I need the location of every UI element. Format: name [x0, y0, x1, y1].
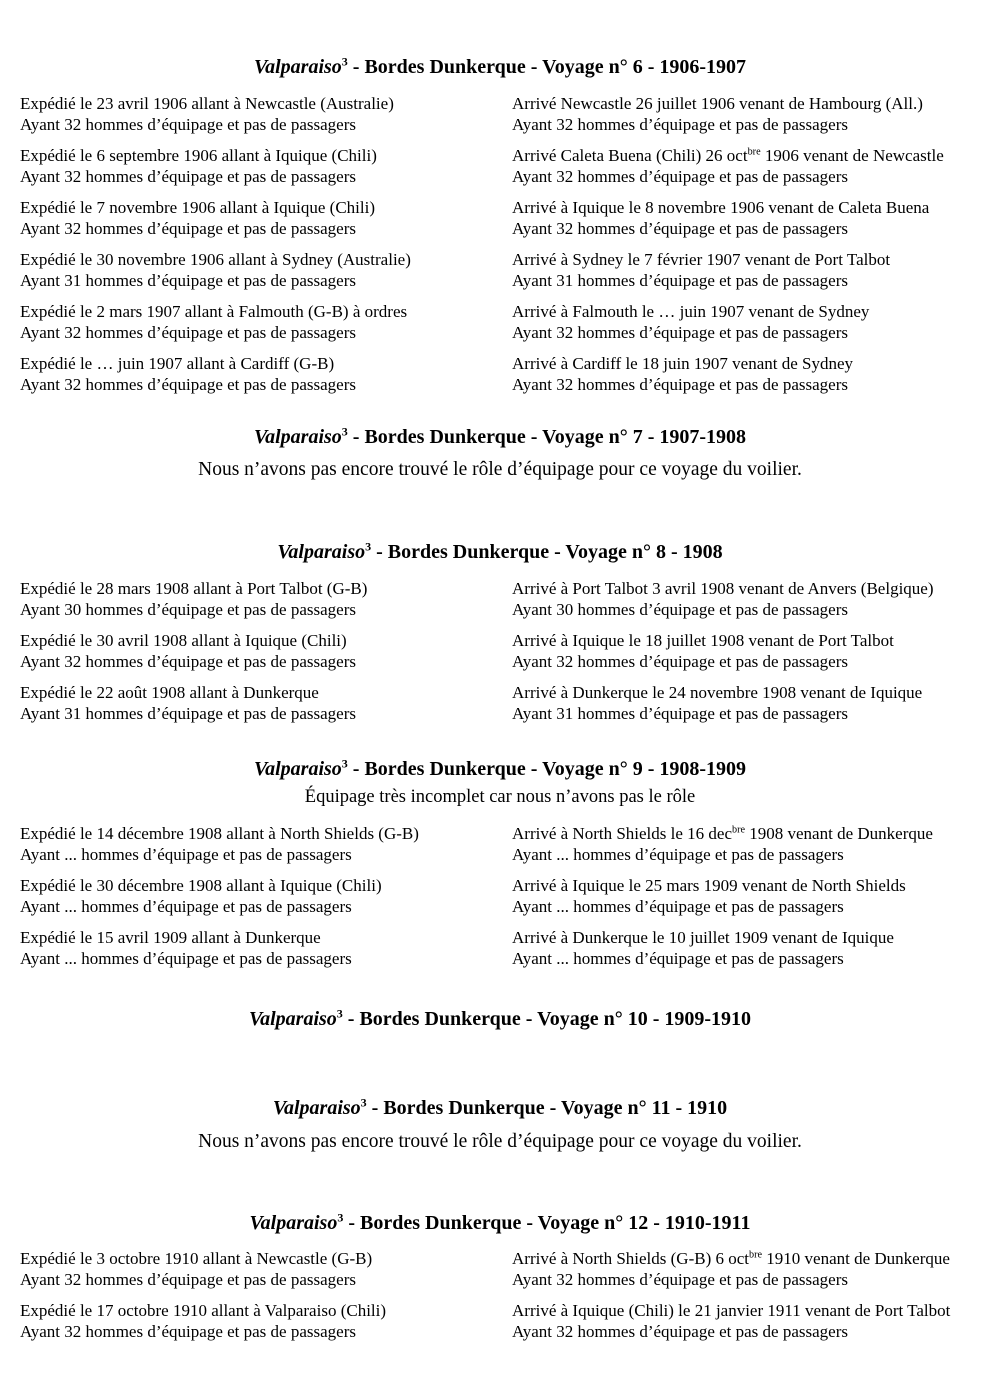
arrival-cell [512, 578, 980, 620]
section-title-text: - Bordes Dunkerque - Voyage n° 10 - 1909-1910 [342, 1008, 752, 1030]
section-title-text: - Bordes Dunkerque - Voyage n° 12 - 1910-1911 [343, 1212, 751, 1234]
arrival-line: Arrivé à Dunkerque le 24 novembre 1908 venant de Iquique [512, 683, 923, 702]
voyage-row [20, 1300, 980, 1342]
ship-name: Valparaiso [249, 1212, 338, 1234]
voyage-row [20, 145, 980, 187]
crew-line: Ayant 30 hommes d’équipage et pas de passagers [20, 600, 356, 619]
crew-line: Ayant 32 hommes d’équipage et pas de passagers [20, 219, 356, 238]
voyage-row [20, 682, 980, 724]
ship-footnote-marker: 3 [337, 1210, 344, 1225]
departure-line: Expédié le 2 mars 1907 allant à Falmouth (G-B) à ordres [20, 302, 408, 321]
arrival-cell [512, 630, 980, 672]
departure-cell [20, 1248, 512, 1290]
crew-line: Ayant 31 hommes d’équipage et pas de passagers [20, 271, 356, 290]
voyage-row [20, 197, 980, 239]
arrival-cell [512, 249, 980, 291]
section-title-text: - Bordes Dunkerque - Voyage n° 8 - 1908 [371, 541, 723, 563]
voyage-row [20, 823, 980, 865]
departure-line: Expédié le 14 décembre 1908 allant à North Shields (G-B) [20, 824, 419, 843]
departure-line: Expédié le 3 octobre 1910 allant à Newcastle (G-B) [20, 1249, 373, 1268]
voyage-11-section [20, 1096, 980, 1154]
voyage-row [20, 93, 980, 135]
crew-line: Ayant ... hommes d’équipage et pas de passagers [512, 845, 844, 864]
departure-cell [20, 145, 512, 187]
crew-line: Ayant ... hommes d’équipage et pas de passagers [20, 897, 352, 916]
voyage-rows [20, 823, 980, 969]
section-title-text: - Bordes Dunkerque - Voyage n° 7 - 1907-1908 [347, 426, 747, 448]
voyage-row [20, 927, 980, 969]
section-title [20, 1211, 980, 1235]
crew-line: Ayant 32 hommes d’équipage et pas de passagers [20, 652, 356, 671]
crew-line: Ayant 32 hommes d’équipage et pas de passagers [20, 115, 356, 134]
section-title-text: - Bordes Dunkerque - Voyage n° 6 - 1906-1907 [347, 56, 747, 78]
arrival-line: Arrivé Caleta Buena (Chili) 26 oct$^{bre}$ 1906 venant de Newcastle [512, 146, 944, 165]
crew-line: Ayant ... hommes d’équipage et pas de passagers [512, 949, 844, 968]
ship-name: Valparaiso [248, 1008, 337, 1030]
arrival-cell [512, 927, 980, 969]
arrival-cell [512, 197, 980, 239]
ship-name: Valparaiso [253, 426, 342, 448]
crew-line: Ayant 32 hommes d’équipage et pas de passagers [512, 323, 848, 342]
crew-line: Ayant 32 hommes d’équipage et pas de passagers [512, 115, 848, 134]
ship-name: Valparaiso [253, 758, 342, 780]
arrival-cell [512, 353, 980, 395]
section-title-text: - Bordes Dunkerque - Voyage n° 11 - 1910 [366, 1097, 728, 1119]
ship-footnote-marker: 3 [341, 424, 348, 439]
crew-line: Ayant 31 hommes d’équipage et pas de passagers [512, 271, 848, 290]
voyage-10-section [20, 1007, 980, 1031]
departure-line: Expédié le 22 août 1908 allant à Dunkerque [20, 683, 319, 702]
departure-line: Expédié le 7 novembre 1906 allant à Iquique (Chili) [20, 198, 376, 217]
voyage-rows [20, 578, 980, 724]
section-title [20, 1096, 980, 1120]
section-title [20, 425, 980, 449]
arrival-line: Arrivé à Dunkerque le 10 juillet 1909 venant de Iquique [512, 928, 894, 947]
section-title [20, 540, 980, 564]
departure-line: Expédié le 6 septembre 1906 allant à Iquique (Chili) [20, 146, 377, 165]
arrival-line: Arrivé à Port Talbot 3 avril 1908 venant de Anvers (Belgique) [512, 579, 934, 598]
note-text: Nous n’avons pas encore trouvé le rôle d’équipage pour ce voyage du voilier. [198, 459, 802, 480]
voyage-row [20, 249, 980, 291]
ship-name: Valparaiso [253, 56, 342, 78]
arrival-cell [512, 682, 980, 724]
arrival-cell [512, 1248, 980, 1290]
ship-name: Valparaiso [277, 541, 366, 563]
note-text: Nous n’avons pas encore trouvé le rôle d’équipage pour ce voyage du voilier. [198, 1131, 802, 1152]
section-title [20, 757, 980, 781]
ship-footnote-marker: 3 [360, 1095, 367, 1110]
section-title [20, 1007, 980, 1031]
arrival-cell [512, 1300, 980, 1342]
arrival-cell [512, 823, 980, 865]
departure-cell [20, 197, 512, 239]
arrival-cell [512, 145, 980, 187]
departure-cell [20, 353, 512, 395]
crew-line: Ayant 32 hommes d’équipage et pas de passagers [20, 375, 356, 394]
crew-line: Ayant 32 hommes d’équipage et pas de passagers [512, 652, 848, 671]
crew-line: Ayant 31 hommes d’équipage et pas de passagers [512, 704, 848, 723]
departure-cell [20, 630, 512, 672]
crew-line: Ayant 32 hommes d’équipage et pas de passagers [20, 1270, 356, 1289]
crew-line: Ayant 31 hommes d’équipage et pas de passagers [20, 704, 356, 723]
departure-cell [20, 875, 512, 917]
arrival-line: Arrivé à North Shields (G-B) 6 oct$^{bre}$ 1910 venant de Dunkerque [512, 1249, 950, 1268]
ship-footnote-marker: 3 [336, 1006, 343, 1021]
crew-line: Ayant ... hommes d’équipage et pas de passagers [20, 949, 352, 968]
crew-line: Ayant 32 hommes d’équipage et pas de passagers [512, 1322, 848, 1341]
departure-line: Expédié le 30 avril 1908 allant à Iquique (Chili) [20, 631, 347, 650]
section-title-text: - Bordes Dunkerque - Voyage n° 9 - 1908-1909 [347, 758, 747, 780]
voyage-7-section [20, 425, 980, 482]
voyage-9-section [20, 757, 980, 969]
voyage-row [20, 630, 980, 672]
arrival-line: Arrivé à Falmouth le … juin 1907 venant de Sydney [512, 302, 870, 321]
departure-cell [20, 927, 512, 969]
crew-line: Ayant 30 hommes d’équipage et pas de passagers [512, 600, 848, 619]
voyage-row [20, 353, 980, 395]
departure-cell [20, 682, 512, 724]
arrival-line: Arrivé à Iquique (Chili) le 21 janvier 1911 venant de Port Talbot [512, 1301, 951, 1320]
arrival-line: Arrivé à Iquique le 25 mars 1909 venant de North Shields [512, 876, 906, 895]
voyage-6-section [20, 55, 980, 395]
voyage-rows [20, 1248, 980, 1342]
departure-line: Expédié le 23 avril 1906 allant à Newcastle (Australie) [20, 94, 394, 113]
crew-line: Ayant 32 hommes d’équipage et pas de passagers [512, 375, 848, 394]
crew-line: Ayant 32 hommes d’équipage et pas de passagers [20, 323, 356, 342]
departure-cell [20, 1300, 512, 1342]
departure-line: Expédié le 30 novembre 1906 allant à Sydney (Australie) [20, 250, 411, 269]
section-title [20, 55, 980, 79]
voyage-row [20, 301, 980, 343]
departure-line: Expédié le 15 avril 1909 allant à Dunkerque [20, 928, 321, 947]
arrival-cell [512, 301, 980, 343]
voyage-rows [20, 93, 980, 395]
departure-line: Expédié le 17 octobre 1910 allant à Valparaiso (Chili) [20, 1301, 387, 1320]
departure-line: Expédié le … juin 1907 allant à Cardiff (G-B) [20, 354, 335, 373]
voyage-row [20, 578, 980, 620]
voyage-12-section [20, 1211, 980, 1342]
crew-line: Ayant 32 hommes d’équipage et pas de passagers [512, 167, 848, 186]
departure-cell [20, 578, 512, 620]
departure-cell [20, 249, 512, 291]
ship-name: Valparaiso [272, 1097, 361, 1119]
departure-cell [20, 93, 512, 135]
arrival-line: Arrivé à Iquique le 18 juillet 1908 venant de Port Talbot [512, 631, 894, 650]
departure-line: Expédié le 28 mars 1908 allant à Port Talbot (G-B) [20, 579, 368, 598]
departure-line: Expédié le 30 décembre 1908 allant à Iquique (Chili) [20, 876, 382, 895]
crew-line: Ayant 32 hommes d’équipage et pas de passagers [20, 1322, 356, 1341]
arrival-cell [512, 875, 980, 917]
ship-footnote-marker: 3 [341, 756, 348, 771]
voyage-8-section [20, 540, 980, 724]
departure-cell [20, 823, 512, 865]
crew-line: Ayant ... hommes d’équipage et pas de passagers [20, 845, 352, 864]
section-subtitle: Équipage très incomplet car nous n’avons pas le rôle [304, 787, 696, 807]
crew-line: Ayant 32 hommes d’équipage et pas de passagers [20, 167, 356, 186]
arrival-line: Arrivé à Sydney le 7 février 1907 venant de Port Talbot [512, 250, 891, 269]
crew-line: Ayant ... hommes d’équipage et pas de passagers [512, 897, 844, 916]
arrival-line: Arrivé Newcastle 26 juillet 1906 venant de Hambourg (All.) [512, 94, 923, 113]
voyage-row [20, 1248, 980, 1290]
arrival-cell [512, 93, 980, 135]
ship-footnote-marker: 3 [365, 539, 372, 554]
ship-footnote-marker: 3 [341, 54, 348, 69]
crew-line: Ayant 32 hommes d’équipage et pas de passagers [512, 1270, 848, 1289]
arrival-line: Arrivé à North Shields le 16 dec$^{bre}$ 1908 venant de Dunkerque [512, 824, 933, 843]
voyage-row [20, 875, 980, 917]
arrival-line: Arrivé à Iquique le 8 novembre 1906 venant de Caleta Buena [512, 198, 930, 217]
arrival-line: Arrivé à Cardiff le 18 juin 1907 venant de Sydney [512, 354, 854, 373]
crew-line: Ayant 32 hommes d’équipage et pas de passagers [512, 219, 848, 238]
departure-cell [20, 301, 512, 343]
